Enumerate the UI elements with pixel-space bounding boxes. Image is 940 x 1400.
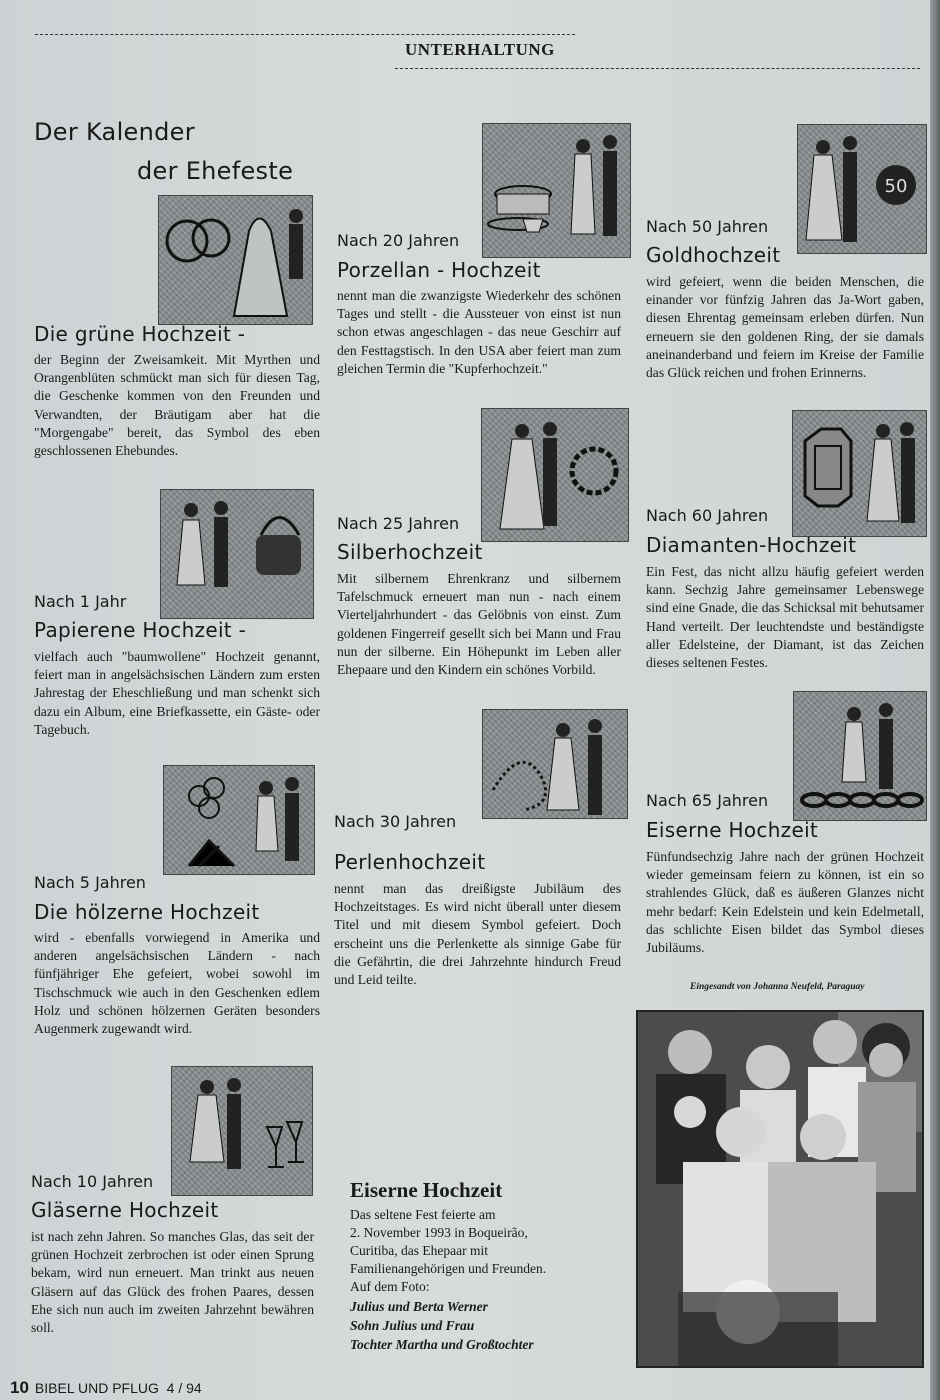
pearl-wedding-years: Nach 30 Jahren — [334, 812, 457, 831]
porcelain-wedding-years: Nach 20 Jahren — [337, 231, 460, 250]
gold-wedding-text: wird gefeiert, wenn die beiden Menschen, die einander vor fünfzig Jahren das Ja-Wort gaben, diesen Ehrentag gemeinsam erleben dürfen. Nun erneuern sie den goldenen Ring, der sie damals aneinanderband und feiern im Kreise der Familie das Glück reichen und frohen Erinnerns. — [646, 274, 924, 381]
caption-line-3: Curitiba, das Ehepaar mit — [350, 1243, 488, 1258]
gold-wedding-years: Nach 50 Jahren — [646, 217, 769, 236]
wood-wedding-illustration — [163, 765, 315, 875]
issue-number: 4 / 94 — [166, 1380, 202, 1396]
glass-wedding-heading: Gläserne Hochzeit — [31, 1198, 219, 1222]
page-title-line1: Der Kalender — [34, 118, 195, 146]
diamond-wedding-years: Nach 60 Jahren — [646, 506, 769, 525]
wood-wedding-years: Nach 5 Jahren — [34, 873, 146, 892]
caption-name-3: Tochter Martha und Großtochter — [350, 1337, 534, 1352]
green-wedding-illustration — [158, 195, 313, 325]
silver-wedding-illustration — [481, 408, 629, 542]
pearl-wedding-illustration — [482, 709, 628, 819]
caption-line-2: 2. November 1993 in Boqueirão, — [350, 1225, 528, 1240]
caption-line-5: Auf dem Foto: — [350, 1279, 430, 1294]
pearl-wedding-text: nennt man das dreißigste Jubiläum des Hochzeitstages. Es wird nicht überall unter diesem Titel und mit diesem Symbol gefeiert. Doch erscheint uns die Perlenkette als sinnige Gabe für die Gefährtin, die drei Jahrzehnte hindurch Freud und Leid teilte. — [334, 881, 621, 988]
diamond-wedding-heading: Diamanten-Hochzeit — [646, 533, 857, 557]
silver-wedding-years: Nach 25 Jahren — [337, 514, 460, 533]
porcelain-wedding-heading: Porzellan - Hochzeit — [337, 258, 541, 282]
header-rule-top — [35, 34, 575, 35]
wood-wedding-heading: Die hölzerne Hochzeit — [34, 900, 260, 924]
page-footer — [10, 1378, 202, 1398]
porcelain-wedding-illustration — [482, 123, 631, 258]
caption-line-1: Das seltene Fest feierte am — [350, 1207, 496, 1222]
glass-wedding-years: Nach 10 Jahren — [31, 1172, 154, 1191]
pearl-wedding-heading: Perlenhochzeit — [334, 850, 486, 874]
glass-wedding-text: ist nach zehn Jahren. So manches Glas, das seit der grünen Hochzeit zerbrochen ist oder einen Sprung bekam, wird nun erneuert. Man trinkt aus neuen Gläsern auf das Glück des frohen Paares, dessen Ehe sich nun auch im zweiten Jahrzehnt bewähren soll. — [31, 1229, 314, 1336]
gold-wedding-heading: Goldhochzeit — [646, 243, 781, 267]
header-rule-bottom — [395, 68, 920, 69]
article-credit: Eingesandt von Johanna Neufeld, Paraguay — [690, 982, 865, 992]
diamond-wedding-illustration — [792, 410, 927, 537]
svg-text:50: 50 — [884, 176, 908, 197]
glass-wedding-illustration — [171, 1066, 313, 1196]
caption-title: Eiserne Hochzeit — [350, 1178, 503, 1202]
page-number: 10 — [10, 1378, 29, 1397]
porcelain-wedding-text: nennt man die zwanzigste Wiederkehr des schönen Tages und stellt - die Aussteuer von einst ist nun schon etwas angeschlagen - das neue Geschirr auf den Festtagstisch. In den USA aber feiert man zum gleichen Termin die "Kupferhochzeit." — [337, 288, 621, 376]
magazine-name: BIBEL UND PFLUG — [34, 1380, 159, 1396]
caption-name-2: Sohn Julius und Frau — [350, 1318, 475, 1333]
family-photo — [636, 1010, 924, 1368]
green-wedding-heading: Die grüne Hochzeit - — [34, 322, 246, 346]
green-wedding-text: der Beginn der Zweisamkeit. Mit Myrthen und Orangenblüten schmückt man sich für diesen Tag, die Geschenke kommen von den Freunden und Verwandten, der Bräutigam aber hat die "Morgengabe" bereit, das Symbol des eben geschlossenen Ehebundes. — [34, 352, 320, 459]
silver-wedding-heading: Silberhochzeit — [337, 540, 483, 564]
caption-line-4: Familienangehörigen und Freunden. — [350, 1261, 547, 1276]
gold-wedding-illustration — [797, 124, 927, 254]
section-title: UNTERHALTUNG — [405, 40, 555, 59]
paper-wedding-heading: Papierene Hochzeit - — [34, 618, 247, 642]
iron-wedding-text: Fünfundsechzig Jahre nach der grünen Hochzeit wieder gemeinsam feiern zu können, ist ein so strahlendes Glück, daß es äußeren Glanzes nicht mehr bedarf: Kein Edelstein und kein Edelmetall, das schlichte Eisen bildet das Symbol dieses Jubiläums. — [646, 849, 924, 956]
caption-name-1: Julius und Berta Werner — [350, 1299, 488, 1314]
page-spine-edge — [930, 0, 940, 1400]
paper-wedding-years: Nach 1 Jahr — [34, 592, 127, 611]
page-title-line2: der Ehefeste — [137, 157, 294, 185]
wood-wedding-text: wird - ebenfalls vorwiegend in Amerika und anderen angelsächsischen Ländern - nach fünfjähriger Ehe gefeiert, wobei sowohl im Tischschmuck wie auch in den Geschenken edlem Holz und schönen hölzernen Geräten besonders Augenmerk zugewandt wird. — [34, 930, 320, 1037]
iron-wedding-years: Nach 65 Jahren — [646, 791, 769, 810]
diamond-wedding-text: Ein Fest, das nicht allzu häufig gefeiert werden kann. Sechzig Jahre gemeinsamer Lebenswege sind eine Gnade, die das Schicksal mit behutsamer Hand verteilt. Der leuchtendste und beständigste aller Edelsteine, der Diamant, ist das Zeichen dieses seltenen Festes. — [646, 564, 924, 671]
iron-wedding-heading: Eiserne Hochzeit — [646, 818, 819, 842]
iron-wedding-illustration — [793, 691, 927, 821]
paper-wedding-illustration — [160, 489, 314, 619]
silver-wedding-text: Mit silbernem Ehrenkranz und silbernem Tafelschmuck erneuert man nun - nach einem Vierteljahrhundert - das Gelöbnis von einst. Zum goldenen Fingerreif gesellt sich bei Mann und Frau nun der silberne. Ein Höhepunkt im Leben aller Ehepaare und den Kindern ein schönes Vorbild. — [337, 571, 621, 678]
paper-wedding-text: vielfach auch "baumwollene" Hochzeit genannt, feiert man in angelsächsischen Ländern zum ersten Jahrestag der Eheschließung und man schenkt sich dazu ein Album, eine Briefkassette, ein Gäste- oder Tagebuch. — [34, 649, 320, 737]
